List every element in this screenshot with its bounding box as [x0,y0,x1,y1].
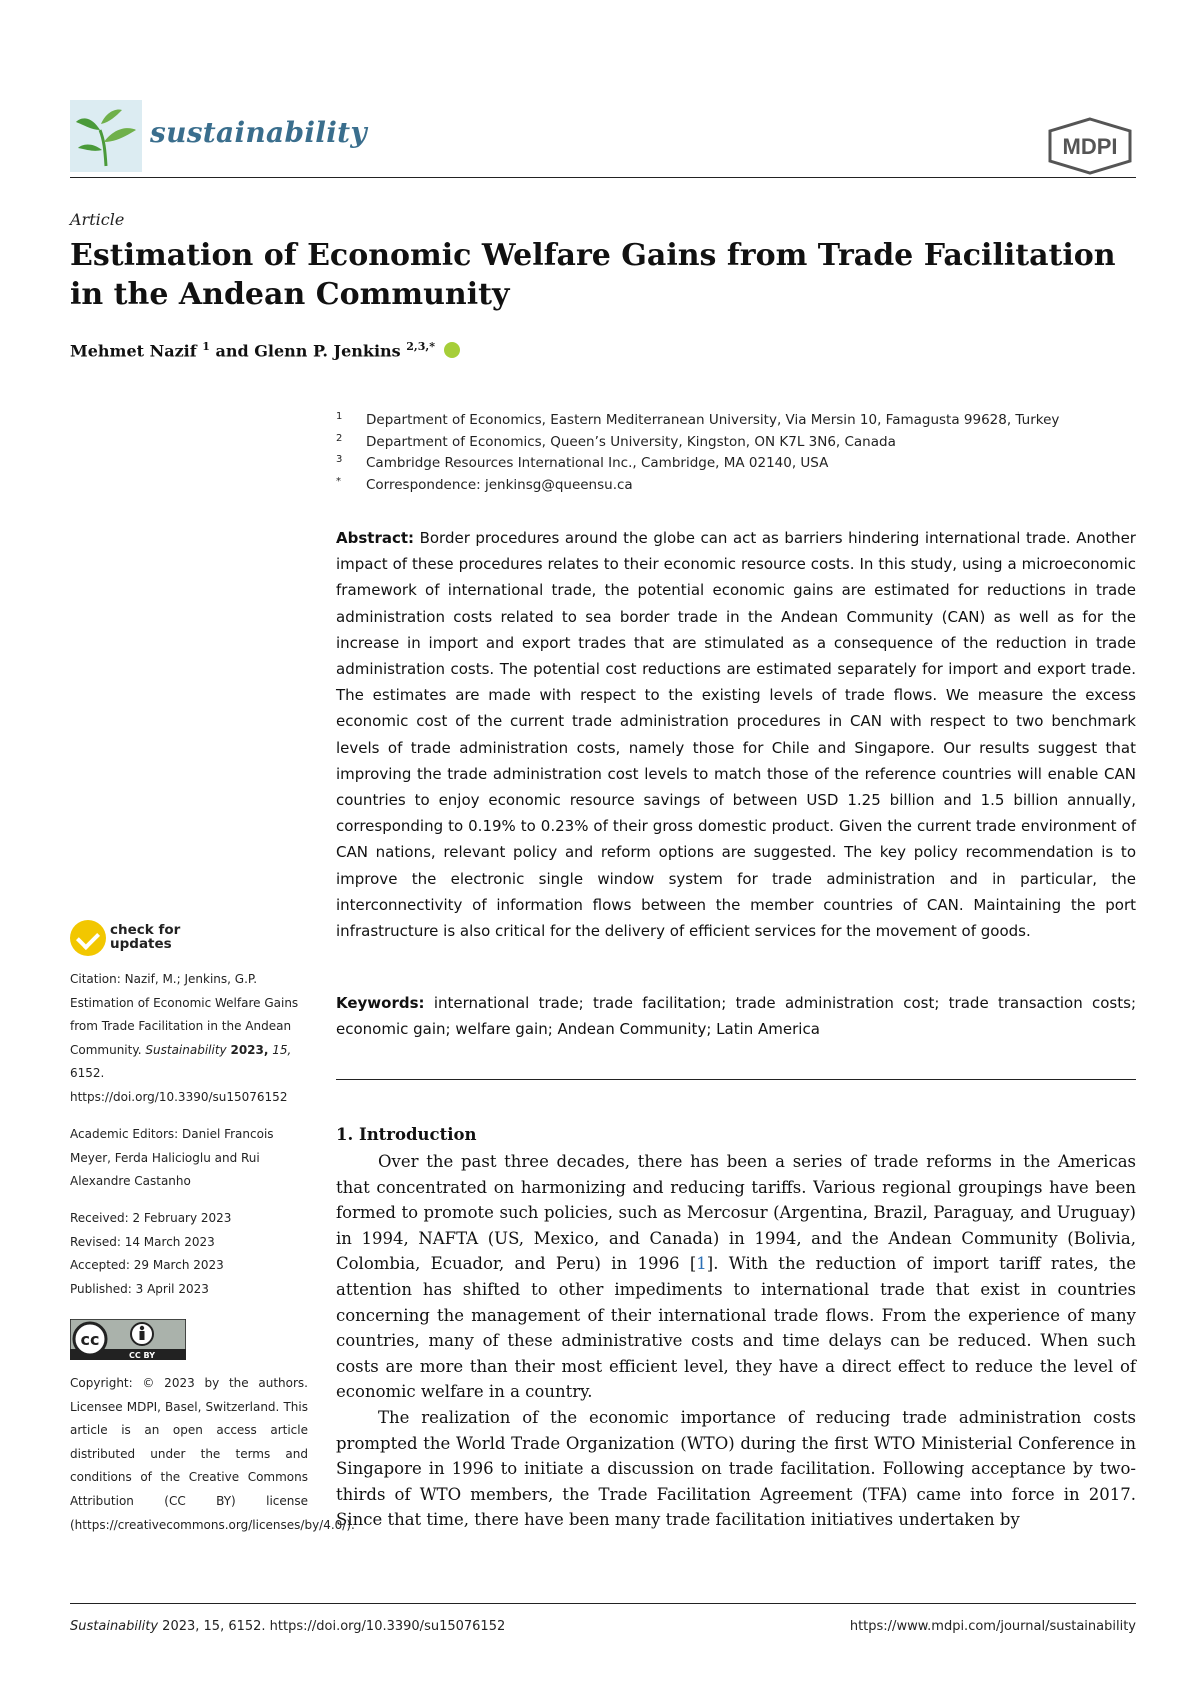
citation-label: Citation: [70,972,121,986]
cc-by-license-icon[interactable] [70,1319,186,1360]
introduction-paragraph [336,1149,1136,1405]
affiliation-item [336,453,1136,475]
citation-year: 2023, [230,1042,269,1057]
affiliation-item [336,432,1136,454]
mdpi-logo[interactable] [1046,117,1134,175]
article-title: Estimation of Economic Welfare Gains from Trade Facilitation in the Andean Community [70,238,1116,312]
check-for-updates-button[interactable] [70,920,190,960]
author-name[interactable]: Mehmet Nazif [70,341,197,361]
copyright-notice: Copyright: © 2023 by the authors. Licensee MDPI, Basel, Switzerland. This article is an open access article distributed under the terms and conditions of the Creative Commons Attribution (CC BY) license (https://creativecommons.org/licenses/by/4.0/). [70,1376,355,1532]
correspondence[interactable] [336,475,1136,497]
paragraph-text: ]. With the reduction of import tariff rates, the attention has shifted to other impediments to international trade that exist in countries concerning the management of their international trade flows. From the experience of many countries, many of these administrative costs and time delays can be reduced. When such costs are more than their most efficient level, they have a direct effect to reduce the level of economic welfare in a country. [336,1254,1137,1402]
reference-link[interactable]: 1 [696,1254,707,1274]
affiliation-text: Department of Economics, Eastern Mediterranean University, Via Mersin 10, Famagusta 99628, Turkey [366,412,1060,428]
publication-dates [70,1207,310,1301]
citation-doi[interactable]: 6152. https://doi.org/10.3390/su15076152 [70,1066,288,1104]
date-revised: Revised: 14 March 2023 [70,1234,215,1249]
editors-label: Academic Editors: [70,1127,179,1141]
academic-editors [70,1123,310,1194]
citation-block [70,968,310,1110]
check-for-updates-icon [70,920,106,956]
author-affiliation-mark: 2,3,* [406,340,435,353]
author-list [70,340,460,360]
header-divider [70,177,1136,178]
paragraph-text: Over the past three decades, there has been a series of trade reforms in the Americas that concentrated on harmonizing and reducing tariffs. Various regional groupings have been formed to promote such policies, such as Mercosur (Argentina, Brazil, Paraguay, and Uruguay) in 1994, NAFTA (US, Mexico, and Canada) in 1994, and the Andean Community (Bolivia, Colombia, Ecuador, and Peru) in 1996 [ [336,1152,1136,1274]
correspondence-text[interactable]: Correspondence: jenkinsg@queensu.ca [366,476,633,493]
check-for-updates-label: check for updates [110,922,181,952]
affiliation-item [336,410,1136,432]
date-published: Published: 3 April 2023 [70,1281,209,1296]
date-accepted: Accepted: 29 March 2023 [70,1258,224,1273]
footer-journal-url[interactable]: https://www.mdpi.com/journal/sustainability [849,1619,1136,1634]
keywords [336,990,1136,1042]
abstract-text: Border procedures around the globe can act as barriers hindering international trade. Another impact of these procedures relates to their economic resource costs. In this study, using a microeconomic framework of international trade, the potential economic gains are estimated for reductions in trade administration costs related to sea border trade in the Andean Community (CAN) as well as for the increase in import and export trades that are stimulated as a consequence of the reduction in trade administration costs. The potential cost reductions are estimated separately for import and export trade. The estimates are made with respect to the existing levels of trade flows. We measure the excess economic cost of the current trade administration procedures in CAN with respect to two benchmark levels of trade administration costs, namely those for Chile and Singapore. Our results suggest that improving the trade administration cost levels to match those of the reference countries will enable CAN countries to enjoy economic resource savings of between USD 1.25 billion and 1.5 billion annually, corresponding to 0.19% to 0.23% of their gross domestic product. Given the current trade environment of CAN nations, relevant policy and reform options are suggested. The key policy recommendation is to improve the electronic single window system for trade administration and in particular, the interconnectivity of information flows between the member countries of CAN. Maintaining the port infrastructure is also critical for the delivery of efficient services for the movement of goods. [336,529,1136,941]
footer-citation [70,1619,505,1634]
affiliation-text: Cambridge Resources International Inc., Cambridge, MA 02140, USA [366,455,829,471]
section-heading-introduction: 1. Introduction [336,1125,477,1144]
footer-journal: Sustainability [70,1619,159,1634]
affiliations [336,410,1136,496]
correspondence-mark: * [336,475,341,487]
article-type: Article [70,210,125,229]
keywords-text: international trade; trade facilitation; trade administration cost; trade transaction costs; economic gain; welfare gain; Andean Community; Latin America [336,994,1136,1038]
sustainability-leaf-icon [70,100,142,172]
journal-logo-icon [70,100,142,172]
abstract [336,525,1136,944]
footer-divider [70,1603,1136,1604]
affiliation-number: 2 [336,432,343,444]
editors-names: Daniel Francois Meyer, Ferda Halicioglu and Rui Alexandre Castanho [70,1127,274,1189]
citation-volume: 15, [272,1042,292,1057]
license-badge-text: CC BY [129,1351,155,1360]
svg-text:cc: cc [80,1330,100,1349]
orcid-icon[interactable] [444,342,460,358]
citation-authors: Nazif, M.; Jenkins, G.P. Estimation of Economic Welfare Gains from Trade Facilitation in the Andean Community. [70,972,299,1057]
affiliation-number: 1 [336,411,343,422]
author-affiliation-mark: 1 [202,340,210,353]
date-received: Received: 2 February 2023 [70,1211,232,1225]
abstract-label: Abstract: [336,529,415,547]
citation-journal: Sustainability [145,1042,227,1057]
affiliation-text: Department of Economics, Queen’s University, Kingston, ON K7L 3N6, Canada [366,433,896,450]
author-name[interactable]: Glenn P. Jenkins [254,341,401,361]
affiliation-number: 3 [336,454,343,465]
keywords-label: Keywords: [336,994,425,1012]
author-conjunction: and [215,341,249,361]
mdpi-logo-text: MDPI [1062,134,1118,159]
footer-citation-text[interactable]: 2023, 15, 6152. https://doi.org/10.3390/su15076152 [162,1619,506,1634]
journal-name[interactable]: sustainability [150,116,367,149]
introduction-paragraph: The realization of the economic importance of reducing trade administration costs prompted the World Trade Organization (WTO) during the first WTO Ministerial Conference in Singapore in 1996 to initiate a discussion on trade facilitation. Following acceptance by two-thirds of WTO members, the Trade Facilitation Agreement (TFA) came into force in 2017. Since that time, there have been many trade facilitation initiatives undertaken by [336,1407,1136,1530]
section-divider [336,1079,1136,1080]
introduction-body [336,1149,1136,1533]
